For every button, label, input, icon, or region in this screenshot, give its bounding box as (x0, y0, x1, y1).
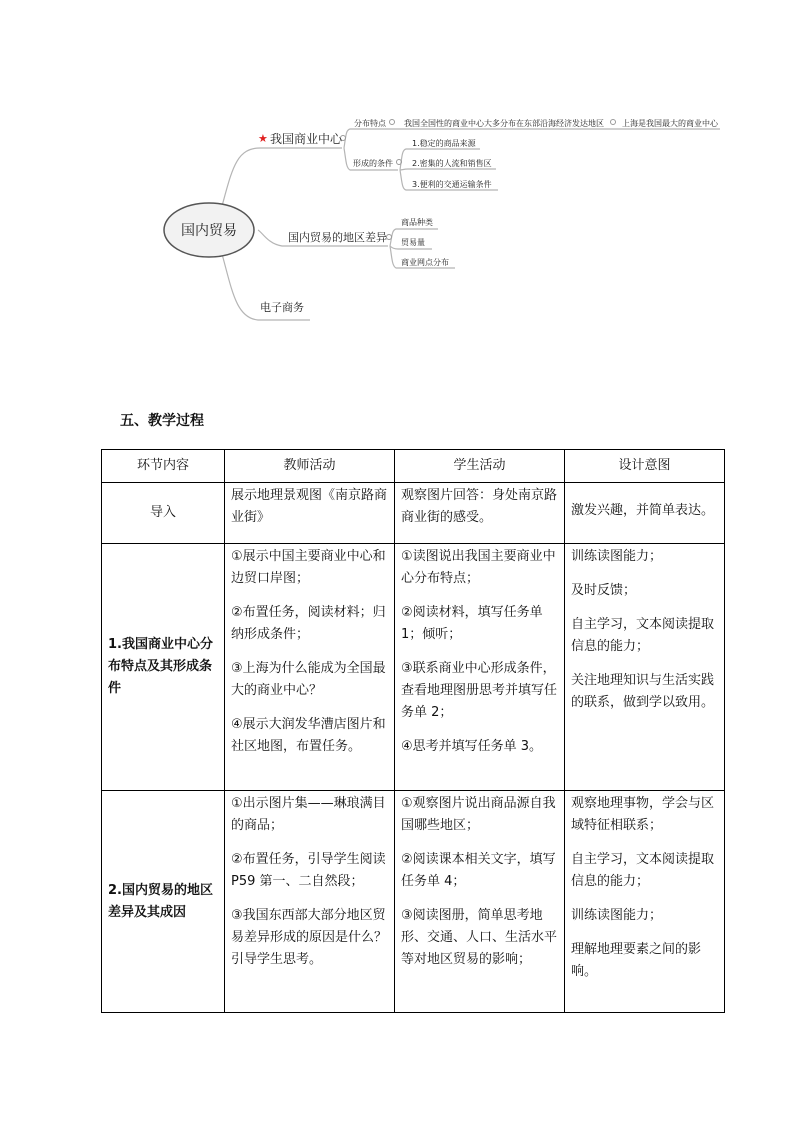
mind-map-leaf: 3.便利的交通运输条件 (412, 180, 492, 189)
cell-text: ①出示图片集——琳琅满目的商品； (231, 796, 386, 833)
section-title: 五、教学过程 (120, 413, 204, 429)
cell-text: ②布置任务，引导学生阅读 P59 第一、二自然段； (231, 852, 386, 889)
cell-text: ③联系商业中心形成条件，查看地理图册思考并填写任务单 2； (401, 661, 558, 720)
mind-map-branch-commercial-center: 我国商业中心 (270, 132, 343, 146)
table-row (102, 483, 725, 544)
mind-map-leaf: 上海是我国最大的商业中心 (622, 119, 718, 128)
cell-text: ①展示中国主要商业中心和边贸口岸图； (231, 549, 386, 586)
stage-cell: 导入 (102, 483, 225, 544)
column-header: 设计意图 (565, 450, 725, 483)
mind-map-leaf: 商品种类 (401, 218, 433, 227)
mind-map-leaf: 2.密集的人流和销售区 (412, 159, 492, 168)
table-header-row (102, 450, 725, 483)
cell-text: 自主学习，文本阅读提取信息的能力； (571, 852, 715, 889)
cell-text: ①读图说出我国主要商业中心分布特点； (401, 549, 556, 586)
design-intent-cell (565, 544, 725, 791)
cell-text: ②布置任务，阅读材料；归纳形成条件； (231, 605, 386, 642)
design-intent-cell (565, 791, 725, 1013)
cell-text: ①观察图片说出商品源自我国哪些地区； (401, 796, 556, 833)
cell-text: 展示地理景观图《南京路商业街》 (231, 488, 388, 525)
teaching-process-table (101, 449, 725, 1013)
student-activity-cell (395, 483, 565, 544)
student-activity-cell (395, 791, 565, 1013)
mind-map-root-label: 国内贸易 (181, 223, 237, 239)
star-icon: ★ (258, 132, 268, 145)
cell-text: 激发兴趣，并简单表达。 (571, 503, 715, 518)
mind-map (0, 0, 794, 360)
cell-text: 及时反馈； (571, 583, 637, 598)
cell-text: ②阅读课本相关文字，填写任务单 4； (401, 852, 556, 889)
cell-text: ②阅读材料，填写任务单1；倾听； (401, 605, 543, 642)
cell-text: 观察图片回答：身处南京路商业街的感受。 (401, 488, 558, 525)
cell-text: 关注地理知识与生活实践的联系，做到学以致用。 (571, 673, 715, 710)
teacher-activity-cell (225, 791, 395, 1013)
mind-map-node-distribution: 分布特点 (354, 119, 386, 128)
column-header: 教师活动 (225, 450, 395, 483)
cell-text: 自主学习，文本阅读提取信息的能力； (571, 617, 715, 654)
stage-cell: 2.国内贸易的地区差异及其成因 (102, 791, 225, 1013)
cell-text: ③我国东西部大部分地区贸易差异形成的原因是什么？ 引导学生思考。 (231, 908, 388, 967)
cell-text: 观察地理事物，学会与区域特征相联系； (571, 796, 715, 833)
teacher-activity-cell (225, 544, 395, 791)
mind-map-branch-ecommerce: 电子商务 (260, 301, 304, 314)
cell-text: 理解地理要素之间的影响。 (571, 942, 702, 979)
cell-text: ③阅读图册，简单思考地形、交通、人口、生活水平等对地区贸易的影响； (401, 908, 558, 967)
mind-map-leaf: 商业网点分布 (401, 258, 449, 267)
mind-map-leaf: 我国全国性的商业中心大多分布在东部沿海经济发达地区 (404, 119, 604, 128)
design-intent-cell (565, 483, 725, 544)
table-row (102, 791, 725, 1013)
stage-cell: 1.我国商业中心分布特点及其形成条件 (102, 544, 225, 791)
mind-map-branch-regional-difference: 国内贸易的地区差异 (288, 231, 387, 244)
cell-text: ③上海为什么能成为全国最大的商业中心？ (231, 661, 386, 698)
column-header: 环节内容 (102, 450, 225, 483)
cell-text: 训练读图能力； (571, 549, 663, 564)
mind-map-node-conditions: 形成的条件 (353, 159, 393, 168)
teacher-activity-cell (225, 483, 395, 544)
cell-text: 训练读图能力； (571, 908, 663, 923)
mind-map-leaf: 1.稳定的商品来源 (412, 139, 476, 148)
mind-map-leaf: 贸易量 (401, 238, 425, 247)
cell-text: ④思考并填写任务单 3。 (401, 739, 543, 754)
cell-text: ④展示大润发华漕店图片和社区地图，布置任务。 (231, 717, 386, 754)
column-header: 学生活动 (395, 450, 565, 483)
table-row (102, 544, 725, 791)
student-activity-cell (395, 544, 565, 791)
